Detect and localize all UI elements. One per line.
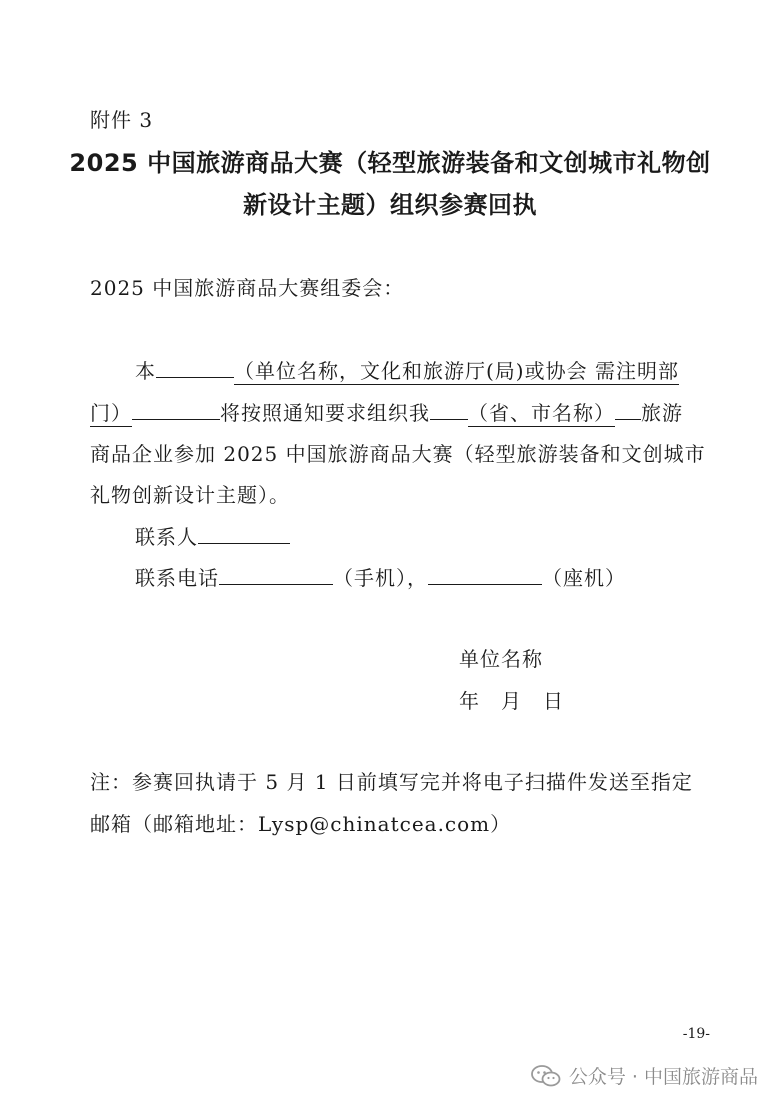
contact-phone-row	[135, 562, 626, 591]
contact-person-row	[135, 521, 290, 550]
contact-person-blank	[198, 522, 290, 544]
region-note: （省、市名称）	[468, 401, 615, 425]
landline-note: （座机）	[542, 566, 626, 590]
body-prefix: 本	[135, 359, 156, 383]
region-blank-left	[430, 398, 468, 420]
body-line-3: 商品企业参加 2025 中国旅游商品大赛（轻型旅游装备和文创城市	[90, 442, 706, 466]
organize-text: 将按照通知要求组织我	[220, 401, 430, 425]
body-line-1	[135, 355, 679, 384]
document-title-line-2: 新设计主题）组织参赛回执	[243, 191, 537, 219]
mobile-note: （手机），	[333, 566, 428, 590]
region-blank-right	[615, 398, 641, 420]
contact-phone-label: 联系电话	[135, 566, 219, 590]
department-blank	[132, 398, 220, 420]
attachment-label: 附件 3	[90, 108, 154, 132]
body-line-4: 礼物创新设计主题）。	[90, 483, 290, 507]
page-number: -19-	[682, 1026, 710, 1042]
signature-unit-name: 单位名称	[459, 647, 543, 671]
body-line-2-end: 旅游	[641, 401, 683, 425]
note-line-1: 注：参赛回执请于 5 月 1 日前填写完并将电子扫描件发送至指定	[90, 770, 693, 794]
unit-name-note: （单位名称，文化和旅游厅(局)或协会 需注明部	[234, 359, 679, 383]
wechat-icon	[531, 1065, 561, 1087]
unit-name-note-end: 门）	[90, 401, 132, 425]
watermark-text: 公众号 · 中国旅游商品	[568, 1066, 758, 1088]
note-line-2: 邮箱（邮箱地址：Lysp@chinatcea.com）	[90, 812, 512, 836]
document-title-line-1: 2025 中国旅游商品大赛（轻型旅游装备和文创城市礼物创	[69, 149, 711, 177]
signature-date: 年 月 日	[459, 689, 564, 713]
landline-blank	[428, 563, 542, 585]
unit-name-blank	[156, 356, 234, 378]
salutation: 2025 中国旅游商品大赛组委会：	[90, 276, 405, 300]
wechat-watermark	[531, 1062, 758, 1089]
body-line-2	[90, 397, 683, 426]
contact-person-label: 联系人	[135, 525, 198, 549]
mobile-blank	[219, 563, 333, 585]
